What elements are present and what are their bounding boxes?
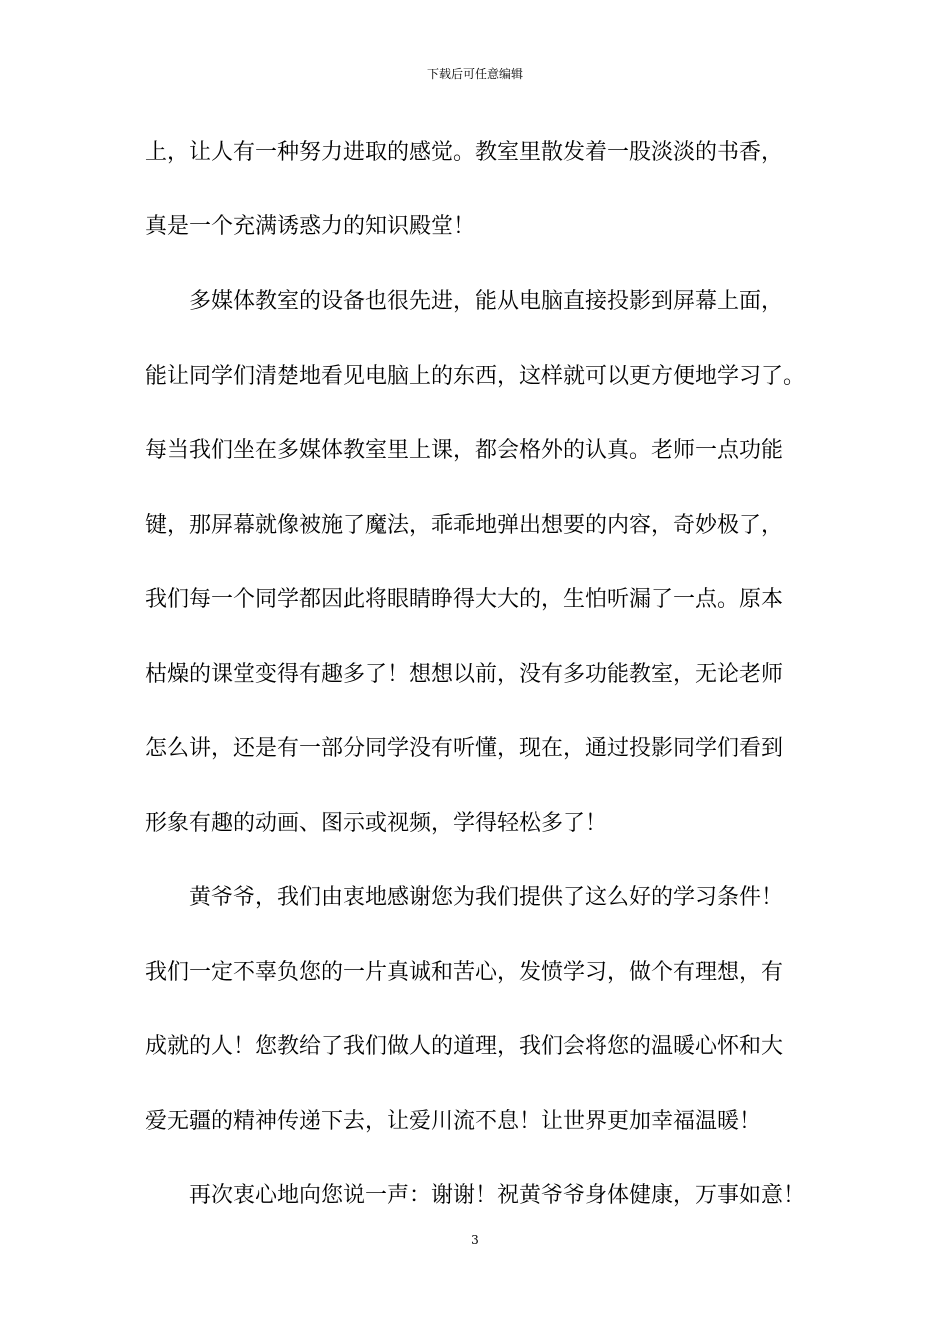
paragraph-line: 黄爷爷，我们由衷地感谢您为我们提供了这么好的学习条件！ xyxy=(145,885,784,910)
paragraph-line: 我们每一个同学都因此将眼睛睁得大大的，生怕听漏了一点。原本 xyxy=(145,587,784,612)
paragraph-line: 键，那屏幕就像被施了魔法，乖乖地弹出想要的内容，奇妙极了， xyxy=(145,513,784,538)
page-header: 下载后可任意编辑 xyxy=(426,67,523,81)
paragraph-line: 形象有趣的动画、图示或视频，学得轻松多了！ xyxy=(145,811,608,836)
paragraph-line: 上，让人有一种努力进取的感觉。教室里散发着一股淡淡的书香， xyxy=(145,140,784,165)
paragraph-line: 真是一个充满诱惑力的知识殿堂！ xyxy=(145,214,476,239)
paragraph-line: 每当我们坐在多媒体教室里上课，都会格外的认真。老师一点功能 xyxy=(145,438,784,463)
paragraph-line: 枯燥的课堂变得有趣多了！想想以前，没有多功能教室，无论老师 xyxy=(145,662,784,687)
page-number: 3 xyxy=(471,1233,479,1247)
paragraph-line: 我们一定不辜负您的一片真诚和苦心，发愤学习，做个有理想，有 xyxy=(145,960,784,985)
paragraph-line: 成就的人！您教给了我们做人的道理，我们会将您的温暖心怀和大 xyxy=(145,1034,784,1059)
paragraph-line: 爱无疆的精神传递下去，让爱川流不息！让世界更加幸福温暖！ xyxy=(145,1109,762,1134)
paragraph-line: 再次衷心地向您说一声：谢谢！祝黄爷爷身体健康，万事如意！ xyxy=(145,1183,806,1208)
paragraph-line: 能让同学们清楚地看见电脑上的东西，这样就可以更方便地学习了。 xyxy=(145,364,806,389)
paragraph-line: 多媒体教室的设备也很先进，能从电脑直接投影到屏幕上面， xyxy=(145,289,784,314)
paragraph-line: 怎么讲，还是有一部分同学没有听懂，现在，通过投影同学们看到 xyxy=(145,736,784,761)
